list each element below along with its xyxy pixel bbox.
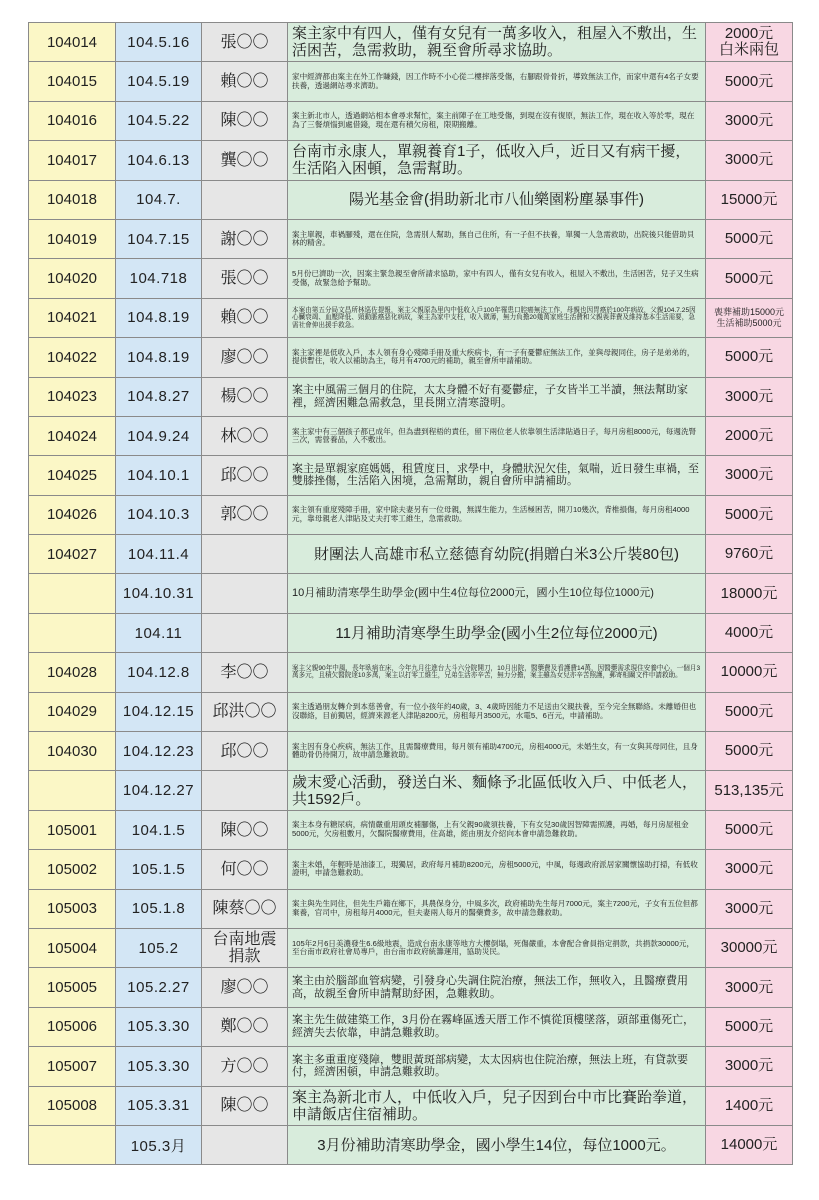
- date-cell: 104.12.15: [116, 692, 202, 731]
- case-id-cell: [29, 1125, 116, 1164]
- description-cell: 案主父親90年中風，長年臥病在床，今年九月往進台大斗六分院開刀，10月出院，醫藥費及看護費14萬，因醫藥需求現住安養中心，一個月3萬多元，且積欠醫院達10多萬，案主以打零工維生，兄弟生活亦辛苦，無力分擔，案主雖為女兒亦辛苦照護，郵寄相關文件申請救助。: [288, 653, 706, 692]
- case-id-cell: 104019: [29, 219, 116, 258]
- description-cell: 5月份已濟助一次，因案主緊急親至會所請求協助，家中有四人，僅有女兒有收入，租屋入不敷出，生活困苦，兒子又生病受傷，故緊急給予幫助。: [288, 259, 706, 298]
- description-cell: 案主是單親家庭媽媽，租賃度日，求學中，身體狀況欠佳，氣喘，近日發生車禍，至雙膝挫傷，生活陷入困境，急需幫助，親自會所申請補助。: [288, 456, 706, 495]
- recipient-name-cell: [202, 574, 288, 613]
- description-cell: 案主家裡是低收入戶，本人領有身心殘障手冊及重大疾病卡，有一子有憂鬱症無法工作，並與母親同住，房子是弟弟的，提供暫住，收入以補助為主，每月有4700元的補助，親至會所申請補助。: [288, 338, 706, 377]
- date-cell: 104.10.1: [116, 456, 202, 495]
- recipient-name-cell: 鄭〇〇: [202, 1007, 288, 1046]
- date-cell: 104.8.19: [116, 298, 202, 337]
- table-row: [29, 732, 793, 771]
- description-cell: 台南市永康人，單親養育1子，低收入戶，近日又有病干擾，生活陷入困頓，急需幫助。: [288, 141, 706, 180]
- table-row: [29, 1086, 793, 1125]
- description-cell: 案主新北市人，透過網站相本會尋求幫忙，案主前陣子在工地受傷，到現在沒有復原，無法工作，現在收入等於零，現在為了三餐煩惱到處借錢，現在還有積欠房租，限期搬離。: [288, 101, 706, 140]
- recipient-name-cell: 台南地震 捐款: [202, 928, 288, 967]
- case-id-cell: 104022: [29, 338, 116, 377]
- case-id-cell: 105004: [29, 928, 116, 967]
- description-cell: 案主因有身心疾病，無法工作，且需醫療費用，每月領有補助4700元，房租4000元，未婚生女，有一女與其母同住，且身體助骨仍待開刀，故申請急難救助。: [288, 732, 706, 771]
- case-id-cell: 104017: [29, 141, 116, 180]
- table-row: [29, 180, 793, 219]
- date-cell: 104.718: [116, 259, 202, 298]
- case-id-cell: 104026: [29, 495, 116, 534]
- recipient-name-cell: [202, 1125, 288, 1164]
- date-cell: 104.11: [116, 613, 202, 652]
- case-id-cell: [29, 771, 116, 810]
- recipient-name-cell: 陳〇〇: [202, 101, 288, 140]
- case-id-cell: 105001: [29, 810, 116, 849]
- amount-cell: 5000元: [706, 338, 793, 377]
- case-id-cell: 104020: [29, 259, 116, 298]
- date-cell: 105.2.27: [116, 968, 202, 1007]
- date-cell: 104.10.3: [116, 495, 202, 534]
- amount-cell: 5000元: [706, 810, 793, 849]
- case-id-cell: 104029: [29, 692, 116, 731]
- recipient-name-cell: 李〇〇: [202, 653, 288, 692]
- table-row: [29, 1007, 793, 1046]
- case-id-cell: [29, 574, 116, 613]
- recipient-name-cell: 謝〇〇: [202, 219, 288, 258]
- recipient-name-cell: [202, 771, 288, 810]
- case-id-cell: 104015: [29, 62, 116, 101]
- case-id-cell: 104024: [29, 416, 116, 455]
- date-cell: 104.5.22: [116, 101, 202, 140]
- table-row: [29, 259, 793, 298]
- date-cell: 104.10.31: [116, 574, 202, 613]
- amount-cell: 2000元: [706, 416, 793, 455]
- date-cell: 104.7.15: [116, 219, 202, 258]
- amount-cell: 3000元: [706, 377, 793, 416]
- recipient-name-cell: 張〇〇: [202, 259, 288, 298]
- description-cell: 案主中風需三個月的住院，太太身體不好有憂鬱症，子女皆半工半讀，無法幫助家裡，經濟困難急需救急，里長開立清寒證明。: [288, 377, 706, 416]
- date-cell: 104.8.27: [116, 377, 202, 416]
- recipient-name-cell: 張〇〇: [202, 23, 288, 62]
- case-id-cell: 104028: [29, 653, 116, 692]
- table-row: [29, 771, 793, 810]
- case-id-cell: 105002: [29, 850, 116, 889]
- date-cell: 104.11.4: [116, 535, 202, 574]
- recipient-name-cell: 龔〇〇: [202, 141, 288, 180]
- amount-cell: 3000元: [706, 850, 793, 889]
- table-row: [29, 377, 793, 416]
- amount-cell: 5000元: [706, 495, 793, 534]
- amount-cell: 3000元: [706, 889, 793, 928]
- date-cell: 105.1.5: [116, 850, 202, 889]
- recipient-name-cell: 何〇〇: [202, 850, 288, 889]
- description-cell: 105年2月6日美濃發生6.6級地震，造成台南永康等地方大樓倒塌，死傷嚴重，本會配合會員指定捐款，共捐款30000元，至台南市政府社會局專戶，由台南市政府統籌運用，協助災民。: [288, 928, 706, 967]
- amount-cell: 5000元: [706, 1007, 793, 1046]
- description-cell: 陽光基金會(捐助新北市八仙樂園粉塵暴事件): [288, 180, 706, 219]
- recipient-name-cell: 林〇〇: [202, 416, 288, 455]
- recipient-name-cell: [202, 535, 288, 574]
- recipient-name-cell: 陳蔡〇〇: [202, 889, 288, 928]
- amount-cell: 14000元: [706, 1125, 793, 1164]
- table-row: [29, 968, 793, 1007]
- table-row: [29, 692, 793, 731]
- case-id-cell: 104021: [29, 298, 116, 337]
- recipient-name-cell: 廖〇〇: [202, 338, 288, 377]
- date-cell: 104.8.19: [116, 338, 202, 377]
- table-row: [29, 889, 793, 928]
- date-cell: 104.12.8: [116, 653, 202, 692]
- amount-cell: 3000元: [706, 141, 793, 180]
- date-cell: 105.3.31: [116, 1086, 202, 1125]
- date-cell: 104.9.24: [116, 416, 202, 455]
- amount-cell: 3000元: [706, 968, 793, 1007]
- case-id-cell: 104027: [29, 535, 116, 574]
- case-id-cell: 105008: [29, 1086, 116, 1125]
- description-cell: 案主先生做建築工作，3月份在霧峰區透天厝工作不慎從頂樓墜落，頭部重傷死亡，經濟失去依靠，申請急難救助。: [288, 1007, 706, 1046]
- amount-cell: 5000元: [706, 732, 793, 771]
- amount-cell: 2000元 白米兩包: [706, 23, 793, 62]
- case-id-cell: 104023: [29, 377, 116, 416]
- case-id-cell: 104016: [29, 101, 116, 140]
- case-id-cell: 104014: [29, 23, 116, 62]
- date-cell: 105.3.30: [116, 1047, 202, 1086]
- amount-cell: 3000元: [706, 101, 793, 140]
- recipient-name-cell: 賴〇〇: [202, 62, 288, 101]
- table-row: [29, 62, 793, 101]
- amount-cell: 15000元: [706, 180, 793, 219]
- table-row: [29, 928, 793, 967]
- table-row: [29, 653, 793, 692]
- date-cell: 104.5.16: [116, 23, 202, 62]
- case-id-cell: 104025: [29, 456, 116, 495]
- amount-cell: 3000元: [706, 456, 793, 495]
- description-cell: 本案由第五分局文昌所林巡佐提報，案主父親原為里內中低收入戶100年罹患口腔癌無法工作，母親也因胃癌於100年病故，父親104.7.25因心臟衰竭、血壓降低、頸動脈癌惡化病故，案主為家中支柱，收入微薄，無力負擔20幾萬家庭生活費和父親喪葬費及維持基本生活需要，急需社會伸出援手救急。: [288, 298, 706, 337]
- description-cell: 10月補助清寒學生助學金(國中生4位每位2000元，國小生10位每位1000元): [288, 574, 706, 613]
- table-row: [29, 298, 793, 337]
- table-row: [29, 101, 793, 140]
- case-id-cell: 104030: [29, 732, 116, 771]
- amount-cell: 18000元: [706, 574, 793, 613]
- date-cell: 105.3.30: [116, 1007, 202, 1046]
- amount-cell: 4000元: [706, 613, 793, 652]
- description-cell: 案主由於腦部血管病變，引發身心失調住院治療，無法工作，無收入，且醫療費用高，故親至會所申請幫助紓困，急難救助。: [288, 968, 706, 1007]
- description-cell: 案主多重重度殘障，雙眼黃斑部病變，太太因病也住院治療，無法上班，有貸款要付，經濟困頓，申請急難救助。: [288, 1047, 706, 1086]
- date-cell: 105.3月: [116, 1125, 202, 1164]
- amount-cell: 1400元: [706, 1086, 793, 1125]
- amount-cell: 3000元: [706, 1047, 793, 1086]
- description-cell: 歲末愛心活動，發送白米、麵條予北區低收入戶、中低老人，共1592戶。: [288, 771, 706, 810]
- description-cell: 財團法人高雄市私立慈德育幼院(捐贈白米3公斤裝80包): [288, 535, 706, 574]
- amount-cell: 5000元: [706, 219, 793, 258]
- description-cell: 案主為新北市人，中低收入戶，兒子因到台中市比賽跆拳道，申請飯店住宿補助。: [288, 1086, 706, 1125]
- amount-cell: 5000元: [706, 692, 793, 731]
- description-cell: 案主家中有三個孩子都已成年，但為盡到程梧的責任，留下兩位老人依靠領生活津貼過日子，每月房租8000元，每週洗腎三次，需營養品，入不敷出。: [288, 416, 706, 455]
- recipient-name-cell: 陳〇〇: [202, 1086, 288, 1125]
- amount-cell: 9760元: [706, 535, 793, 574]
- table-row: [29, 141, 793, 180]
- table-row: [29, 338, 793, 377]
- description-cell: 3月份補助清寒助學金，國小學生14位，每位1000元。: [288, 1125, 706, 1164]
- amount-cell: 10000元: [706, 653, 793, 692]
- description-cell: 案主未婚，年輕時是油漆工，現獨居，政府每月補助8200元，房租5000元，中風，每週政府派居家關懷協助打掃，有低收證明，申請急難救助。: [288, 850, 706, 889]
- description-cell: 家中經濟都由案主在外工作賺錢，因工作時不小心從二樓摔落受傷，右腳跟骨骨折，導致無法工作，而家中還有4名子女要扶養，透過網站尋求濟助。: [288, 62, 706, 101]
- table-row: [29, 219, 793, 258]
- date-cell: 105.1.8: [116, 889, 202, 928]
- date-cell: 104.12.23: [116, 732, 202, 771]
- table-row: [29, 574, 793, 613]
- case-id-cell: 105006: [29, 1007, 116, 1046]
- table-row: [29, 810, 793, 849]
- recipient-name-cell: 方〇〇: [202, 1047, 288, 1086]
- date-cell: 104.5.19: [116, 62, 202, 101]
- recipient-name-cell: 楊〇〇: [202, 377, 288, 416]
- case-id-cell: 105005: [29, 968, 116, 1007]
- recipient-name-cell: 邱洪〇〇: [202, 692, 288, 731]
- date-cell: 104.6.13: [116, 141, 202, 180]
- recipient-name-cell: 郭〇〇: [202, 495, 288, 534]
- recipient-name-cell: [202, 613, 288, 652]
- recipient-name-cell: 陳〇〇: [202, 810, 288, 849]
- case-id-cell: 105007: [29, 1047, 116, 1086]
- table-row: [29, 23, 793, 62]
- case-id-cell: 104018: [29, 180, 116, 219]
- table-row: [29, 1047, 793, 1086]
- amount-cell: 5000元: [706, 62, 793, 101]
- description-cell: 案主透過朋友轉介到本慈善會，有一位小孩年約40歲，3、4歲時因能力不足送由父親扶養，至今完全無聯絡。未離婚但也沒聯絡，目前獨居，經濟來源老人津貼8200元，房租每月3500元，水電5、6百元，申請補助。: [288, 692, 706, 731]
- recipient-name-cell: 邱〇〇: [202, 732, 288, 771]
- description-cell: 案主單親，車禍腳殘，還在住院，急需別人幫助，無自己住所，有一子但不扶養，單獨一人急需救助，出院後只能借助貝林的精舍。: [288, 219, 706, 258]
- recipient-name-cell: [202, 180, 288, 219]
- amount-cell: 513,135元: [706, 771, 793, 810]
- amount-cell: 喪葬補助15000元 生活補助5000元: [706, 298, 793, 337]
- table-row: [29, 416, 793, 455]
- amount-cell: 30000元: [706, 928, 793, 967]
- amount-cell: 5000元: [706, 259, 793, 298]
- description-cell: 案主領有重度殘障手冊，家中除夫妻另有一位母親，無謀生能力，生活極困苦，開刀10幾次，背椎損傷，每月房租4000元，靠母親老人津貼及丈夫打零工維生，急需救助。: [288, 495, 706, 534]
- description-cell: 案主家中有四人，僅有女兒有一萬多收入，租屋入不敷出，生活困苦，急需救助，親至會所尋求協助。: [288, 23, 706, 62]
- case-id-cell: 105003: [29, 889, 116, 928]
- date-cell: 104.7.: [116, 180, 202, 219]
- table-row: [29, 456, 793, 495]
- case-id-cell: [29, 613, 116, 652]
- recipient-name-cell: 邱〇〇: [202, 456, 288, 495]
- recipient-name-cell: 廖〇〇: [202, 968, 288, 1007]
- description-cell: 11月補助清寒學生助學金(國小生2位每位2000元): [288, 613, 706, 652]
- description-cell: 案主與先生同住，但先生戶籍在鄉下，具農保身分，中風多次，政府補助先生每月7000元，案主7200元，子女有五位但都棄養，官司中，房租每月4000元，但夫妻兩人每月的醫藥費多，故申請急難救助。: [288, 889, 706, 928]
- table-row: [29, 495, 793, 534]
- description-cell: 案主本身有糖尿病，病情嚴重用頭皮補腳傷，上有父親90歲須扶養，下有女兒30歲因智障需照護，再婚，每月房屋租金5000元，欠房租數月，欠醫院醫療費用，住高雄，經由朋友介紹向本會申請急難救助。: [288, 810, 706, 849]
- date-cell: 104.12.27: [116, 771, 202, 810]
- donation-record-table: [28, 22, 793, 1165]
- table-row: [29, 1125, 793, 1164]
- date-cell: 104.1.5: [116, 810, 202, 849]
- table-row: [29, 850, 793, 889]
- table-row: [29, 613, 793, 652]
- date-cell: 105.2: [116, 928, 202, 967]
- recipient-name-cell: 賴〇〇: [202, 298, 288, 337]
- table-body: [29, 23, 793, 1165]
- table-row: [29, 535, 793, 574]
